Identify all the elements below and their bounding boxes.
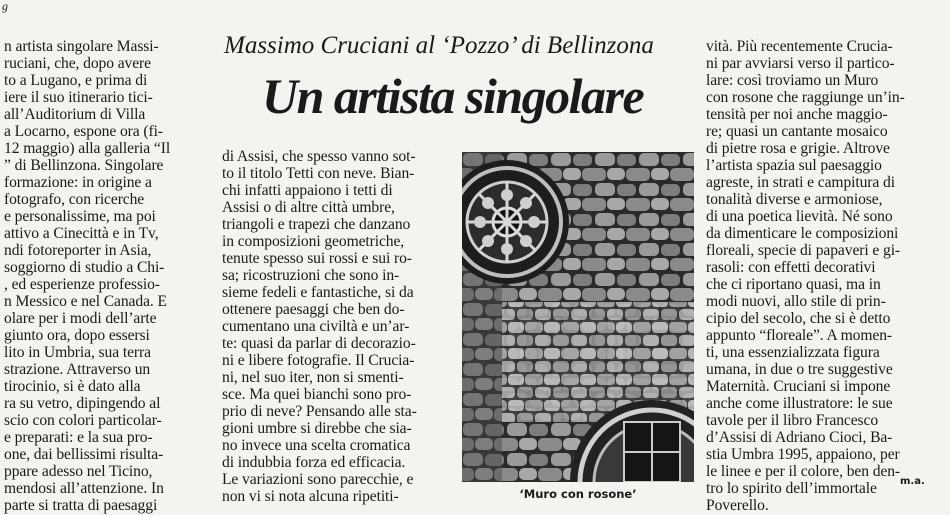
text-line: giunto ora, dopo essersi — [4, 327, 150, 344]
edge-mark: g — [2, 0, 8, 13]
text-line: e personalissime, ma poi — [4, 208, 156, 225]
text-line: Poverello. — [706, 497, 769, 514]
text-line: modi nuovi, allo stile di prin- — [706, 293, 886, 310]
text-line: te: quasi da parlar di decorazio- — [222, 335, 416, 352]
text-line: re; quasi un cantante mosaico — [706, 123, 888, 140]
text-line: da dimenticare le composizioni — [706, 225, 899, 242]
text-line: le linee e per il colore, ben den- — [706, 463, 901, 480]
artwork-muro-con-rosone — [462, 152, 694, 482]
text-line: agreste, in strati e campitura di — [706, 174, 895, 191]
text-line: lito in Umbria, sua terra — [4, 344, 151, 361]
photo-caption: ‘Muro con rosone’ — [519, 487, 637, 501]
text-line: prio di neve? Pensando alle sta- — [222, 403, 417, 420]
text-line: triangoli e trapezi che danzano — [222, 216, 411, 233]
text-line: ruciani, che, dopo avere — [4, 55, 151, 72]
text-line: con rosone che raggiunge un’in- — [706, 89, 905, 106]
text-line: Le variazioni sono parecchie, e — [222, 471, 414, 488]
text-line: n Messico e nel Canada. E — [4, 293, 167, 310]
article-column-1 — [4, 38, 198, 514]
text-line: , ed esperienze professio- — [4, 276, 160, 293]
text-line: rasoli: con effetti decorativi — [706, 259, 876, 276]
text-line: sce. Ma quei bianchi sono pro- — [222, 386, 412, 403]
text-line: Assisi o di altre città umbre, — [222, 199, 395, 216]
text-line: e preparati: e la sua pro- — [4, 429, 153, 446]
text-line: tonalità diverse e armoniose, — [706, 191, 883, 208]
text-line: appunto “floreale”. A momen- — [706, 327, 892, 344]
text-line: vità. Più recentemente Crucia- — [706, 38, 893, 55]
article-kicker: Massimo Cruciani al ‘Pozzo’ di Bellinzona — [224, 32, 654, 59]
article-column-3 — [706, 38, 932, 514]
text-line: ottenere paesaggi che ben do- — [222, 301, 405, 318]
text-line: formazione: in origine a — [4, 174, 152, 191]
text-line: Maternità. Cruciani si impone — [706, 378, 891, 395]
text-line: sieme fedeli e fantastiche, si da — [222, 284, 414, 301]
text-line: tenute spesso sui rossi e sui ro- — [222, 250, 412, 267]
text-line: in composizioni geometriche, — [222, 233, 405, 250]
text-line: gioni umbre si direbbe che sia- — [222, 420, 412, 437]
text-line: ndi fotoreporter in Asia, — [4, 242, 152, 259]
text-line: fotografo, con ricerche — [4, 191, 145, 208]
text-line: tensità per noi anche maggio- — [706, 106, 888, 123]
text-line: ni, nel suo iter, non si smenti- — [222, 369, 404, 386]
article-headline: Un artista singolare — [262, 68, 644, 124]
text-line: ni par avviarsi verso il partico- — [706, 55, 895, 72]
text-line: attivo a Cinecittà e in Tv, — [4, 225, 159, 242]
text-line: parte si tratta di paesaggi — [4, 497, 158, 514]
text-line: to a Lugano, e prima di — [4, 72, 148, 89]
text-line: anche come illustratore: le sue — [706, 395, 893, 412]
text-line: tavole per il libro Francesco — [706, 412, 879, 429]
text-line: strazione. Attraverso un — [4, 361, 151, 378]
text-line: cumentano una civiltà e un’ar- — [222, 318, 410, 335]
text-line: no invece una scelta cromatica — [222, 437, 411, 454]
text-line: scio con colori particolar- — [4, 412, 162, 429]
text-line: che ci riportano quasi, ma in — [706, 276, 881, 293]
text-line: 12 maggio) alla galleria “Il — [4, 140, 171, 157]
text-line: sa; ricostruzioni che sono in- — [222, 267, 400, 284]
text-line: ” di Bellinzona. Singolare — [4, 157, 164, 174]
text-line: umana, in due o tre suggestive — [706, 361, 893, 378]
text-line: d’Assisi di Adriano Cioci, Ba- — [706, 429, 893, 446]
text-line: mendosi all’attenzione. In — [4, 480, 164, 497]
text-line: ppare adesso nel Ticino, — [4, 463, 153, 480]
text-line: to il titolo Tetti con neve. Bian- — [222, 165, 415, 182]
author-signature: m.a. — [900, 476, 925, 487]
text-line: di Assisi, che spesso vanno sot- — [222, 148, 416, 165]
text-line: ti, una essenzializzata figura — [706, 344, 880, 361]
artwork-photo — [462, 152, 694, 482]
text-line: tro lo spirito dell’immortale — [706, 480, 877, 497]
text-line: ni e libere fotografie. Il Crucia- — [222, 352, 415, 369]
text-line: olare per i modi dell’arte — [4, 310, 157, 327]
text-line: di una poetica lievità. Né sono — [706, 208, 893, 225]
text-line: one, dai bellissimi risulta- — [4, 446, 164, 463]
text-line: tirocinio, si è dato alla — [4, 378, 141, 395]
text-line: di indubbia forza ed efficacia. — [222, 454, 406, 471]
text-line: iere il suo itinerario tici- — [4, 89, 153, 106]
text-line: stia Umbra 1995, appaiono, per — [706, 446, 900, 463]
text-line: a Locarno, espone ora (fi- — [4, 123, 163, 140]
text-line: all’Auditorium di Villa — [4, 106, 146, 123]
text-line: soggiorno di studio a Chi- — [4, 259, 165, 276]
text-line: lare: così troviamo un Muro — [706, 72, 879, 89]
text-line: l’artista spazia sul paesaggio — [706, 157, 882, 174]
text-line: di pietre rosa e grigie. Altrove — [706, 140, 890, 157]
text-line: n artista singolare Massi- — [4, 38, 159, 55]
text-line: chi infatti appaiono i tetti di — [222, 182, 393, 199]
text-line: cipio del secolo, che si è detto — [706, 310, 891, 327]
text-line: floreali, specie di papaveri e gi- — [706, 242, 901, 259]
article-column-2 — [222, 148, 446, 505]
text-line: ra su vetro, dipingendo al — [4, 395, 161, 412]
text-line: non vi si nota alcuna ripetiti- — [222, 488, 399, 505]
